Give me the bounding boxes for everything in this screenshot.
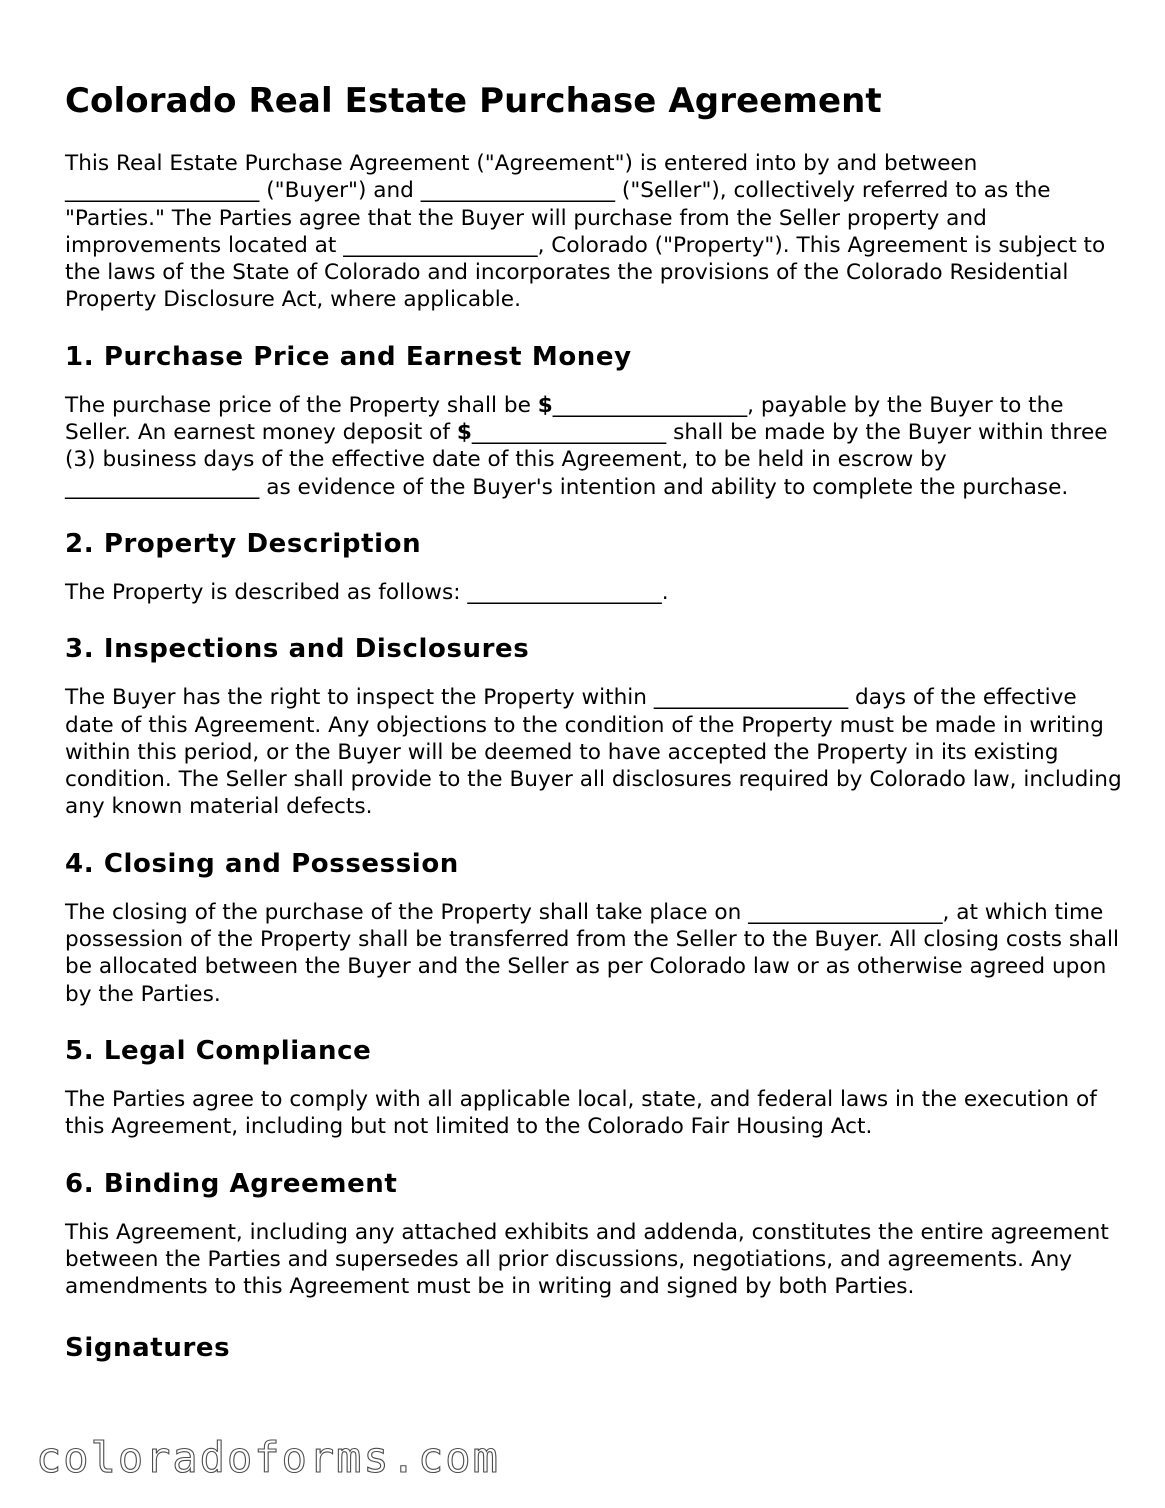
section-body (65, 899, 1125, 1008)
intro-text: , Colorado ("Property"). This Agreement is subject to the laws of the State of Colorado and incorporates the provisions of the Colorado Residential Property Disclosure Act, where applicable. (65, 232, 1106, 313)
earnest-money-blank: __________________ (471, 420, 667, 446)
section-text: The Buyer has the right to inspect the Property within (65, 685, 654, 711)
section-text: , at which time possession of the Property shall be transferred from the Seller to the Buyer. All closing costs shall be allocated between the Buyer and the Seller as per Colorado law or as otherwise agreed upon by the Parties. (65, 899, 1120, 1007)
document-page (65, 78, 1125, 1366)
section-purchase-price (65, 339, 1125, 501)
section-body (65, 579, 1125, 606)
property-location-blank: __________________ (343, 232, 538, 258)
section-body (65, 392, 1125, 501)
section-body: The Parties agree to comply with all applicable local, state, and federal laws in the execution of this Agreement, including but not limited to the Colorado Fair Housing Act. (65, 1086, 1097, 1140)
section-heading: 3. Inspections and Disclosures (65, 634, 530, 665)
purchase-price-blank: __________________ (552, 392, 748, 418)
section-text: The purchase price of the Property shall be (65, 392, 538, 418)
section-inspections (65, 631, 1125, 820)
intro-text: ("Seller"), collectively referred to as the "Parties." The Parties agree that the Buyer will purchase from the Seller property and improvements located at (65, 178, 1051, 258)
inspection-days-blank: __________________ (653, 685, 849, 711)
section-text: as evidence of the Buyer's intention and ability to complete the purchase. (259, 474, 1069, 500)
section-heading: 2. Property Description (65, 528, 422, 559)
section-text: days of the effective date of this Agreement. Any objections to the condition of the Property must be made in writing within this period, or the Buyer will be deemed to have accepted the Property in its existing condition. The Seller shall provide to the Buyer all disclosures required by Colorado law, including any known material defects. (65, 685, 1122, 820)
section-property-description (65, 526, 1125, 606)
section-body (65, 684, 1125, 820)
intro-text: ("Buyer") and (259, 178, 421, 204)
section-heading: 6. Binding Agreement (65, 1168, 398, 1199)
escrow-holder-blank: __________________ (65, 474, 260, 500)
section-legal-compliance (65, 1033, 1125, 1141)
site-watermark: coloradoforms.com (36, 1433, 500, 1482)
section-body: This Agreement, including any attached exhibits and addenda, constitutes the entire agreement between the Parties and supersedes all prior discussions, negotiations, and agreements. Any amendments to this Agreement must be in writing and signed by both Parties. (65, 1219, 1109, 1300)
section-closing (65, 846, 1125, 1008)
intro-text: This Real Estate Purchase Agreement ("Agreement") is entered into by and between (65, 151, 978, 176)
closing-date-blank: __________________ (748, 899, 943, 925)
section-text: shall be made by the Buyer within three (3) business days of the effective date of this Agreement, to be held in escrow by (65, 420, 1108, 473)
section-heading: 5. Legal Compliance (65, 1035, 372, 1066)
signatures-heading: Signatures (65, 1333, 231, 1364)
section-text: , payable by the Buyer to the Seller. An earnest money deposit of (65, 392, 1064, 446)
section-binding-agreement (65, 1166, 1125, 1301)
intro-paragraph (65, 150, 1125, 314)
property-description-blank: __________________ (467, 579, 662, 605)
document-title: Colorado Real Estate Purchase Agreement (65, 81, 882, 121)
section-text: . (661, 579, 669, 605)
buyer-name-blank: __________________ (65, 178, 260, 204)
currency-symbol: $ (537, 392, 553, 418)
section-text: The closing of the purchase of the Property shall take place on (65, 899, 749, 925)
section-text: The Property is described as follows: (65, 579, 468, 605)
seller-name-blank: __________________ (420, 178, 616, 204)
currency-symbol: $ (456, 420, 472, 446)
section-heading: 4. Closing and Possession (65, 848, 459, 879)
section-heading: 1. Purchase Price and Earnest Money (65, 341, 632, 372)
